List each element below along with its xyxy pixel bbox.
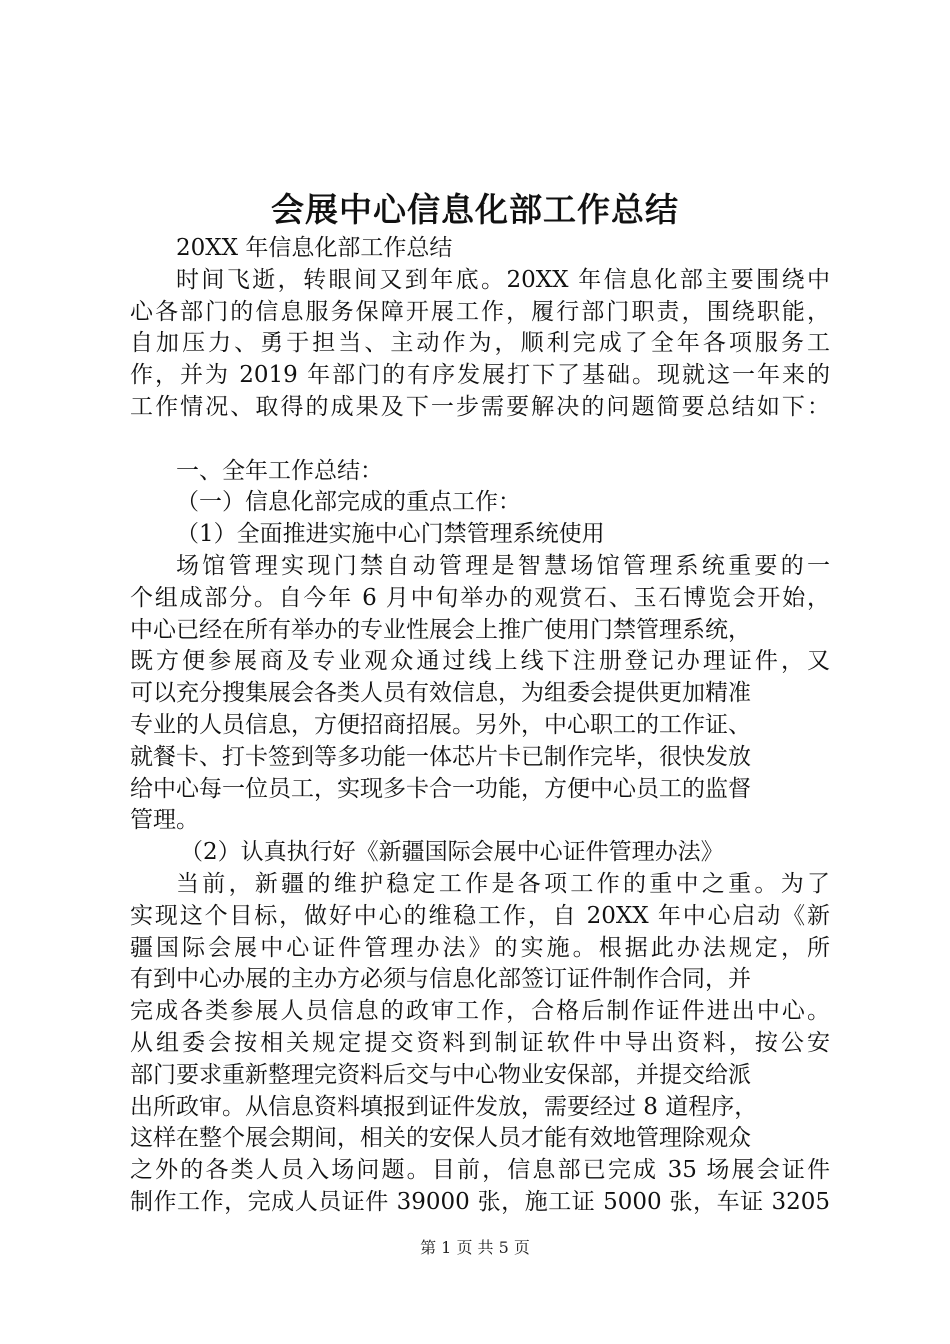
paragraph-line: 疆国际会展中心证件管理办法》的实施。根据此办法规定，所 xyxy=(130,934,830,961)
paragraph-line: 专业的人员信息，方便招商招展。另外，中心职工的工作证、 xyxy=(130,711,751,738)
paragraph-line: 管理。 xyxy=(130,807,199,834)
paragraph-line: 中心已经在所有举办的专业性展会上推广使用门禁管理系统， xyxy=(130,616,751,643)
item-heading: （2）认真执行好《新疆国际会展中心证件管理办法》 xyxy=(180,839,724,866)
paragraph-line: 作，并为 2019 年部门的有序发展打下了基础。现就这一年来的 xyxy=(130,362,830,389)
paragraph-line: 自加压力、勇于担当、主动作为，顺利完成了全年各项服务工 xyxy=(130,330,830,357)
paragraph-line: 有到中心办展的主办方必须与信息化部签订证件制作合同，并 xyxy=(130,966,751,993)
paragraph-line: 出所政审。从信息资料填报到证件发放，需要经过 8 道程序， xyxy=(130,1093,758,1120)
document-title: 会展中心信息化部工作总结 xyxy=(271,190,679,229)
paragraph-line: 部门要求重新整理完资料后交与中心物业安保部，并提交给派 xyxy=(130,1061,751,1088)
document-body xyxy=(130,233,830,1219)
paragraph-line: 实现这个目标，做好中心的维稳工作，自 20XX 年中心启动《新 xyxy=(130,902,830,929)
paragraph-line: 个组成部分。自今年 6 月中旬举办的观赏石、玉石博览会开始， xyxy=(130,584,830,611)
paragraph-line: 完成各类参展人员信息的政审工作，合格后制作证件进出中心。 xyxy=(130,998,830,1025)
paragraph-line: 从组委会按相关规定提交资料到制证软件中导出资料，按公安 xyxy=(130,1029,830,1056)
paragraph-line: 时间飞逝，转眼间又到年底。20XX 年信息化部主要围绕中 xyxy=(176,266,830,293)
paragraph-line: 工作情况、取得的成果及下一步需要解决的问题简要总结如下： xyxy=(130,393,830,420)
paragraph-line: 既方便参展商及专业观众通过线上线下注册登记办理证件，又 xyxy=(130,648,830,675)
paragraph-line: 就餐卡、打卡签到等多功能一体芯片卡已制作完毕，很快发放 xyxy=(130,743,751,770)
item-heading: （1）全面推进实施中心门禁管理系统使用 xyxy=(176,521,605,548)
subsection-heading: （一）信息化部完成的重点工作： xyxy=(176,489,521,516)
paragraph-line: 给中心每一位员工，实现多卡合一功能，方便中心员工的监督 xyxy=(130,775,751,802)
section-heading: 一、全年工作总结： xyxy=(176,457,383,484)
paragraph-gap xyxy=(130,424,830,456)
paragraph-line: 可以充分搜集展会各类人员有效信息，为组委会提供更加精准 xyxy=(130,680,751,707)
paragraph-line: 场馆管理实现门禁自动管理是智慧场馆管理系统重要的一 xyxy=(176,552,830,579)
paragraph-line: 之外的各类人员入场问题。目前，信息部已完成 35 场展会证件 xyxy=(130,1157,830,1184)
paragraph-line: 心各部门的信息服务保障开展工作，履行部门职责，围绕职能， xyxy=(130,298,830,325)
paragraph-line: 这样在整个展会期间，相关的安保人员才能有效地管理除观众 xyxy=(130,1125,751,1152)
paragraph-line: 制作工作，完成人员证件 39000 张，施工证 5000 张，车证 3205 xyxy=(130,1188,830,1215)
paragraph-line: 当前，新疆的维护稳定工作是各项工作的重中之重。为了 xyxy=(176,870,830,897)
subtitle-line: 20XX 年信息化部工作总结 xyxy=(176,235,453,261)
page-footer: 第 1 页 共 5 页 xyxy=(420,1238,530,1257)
